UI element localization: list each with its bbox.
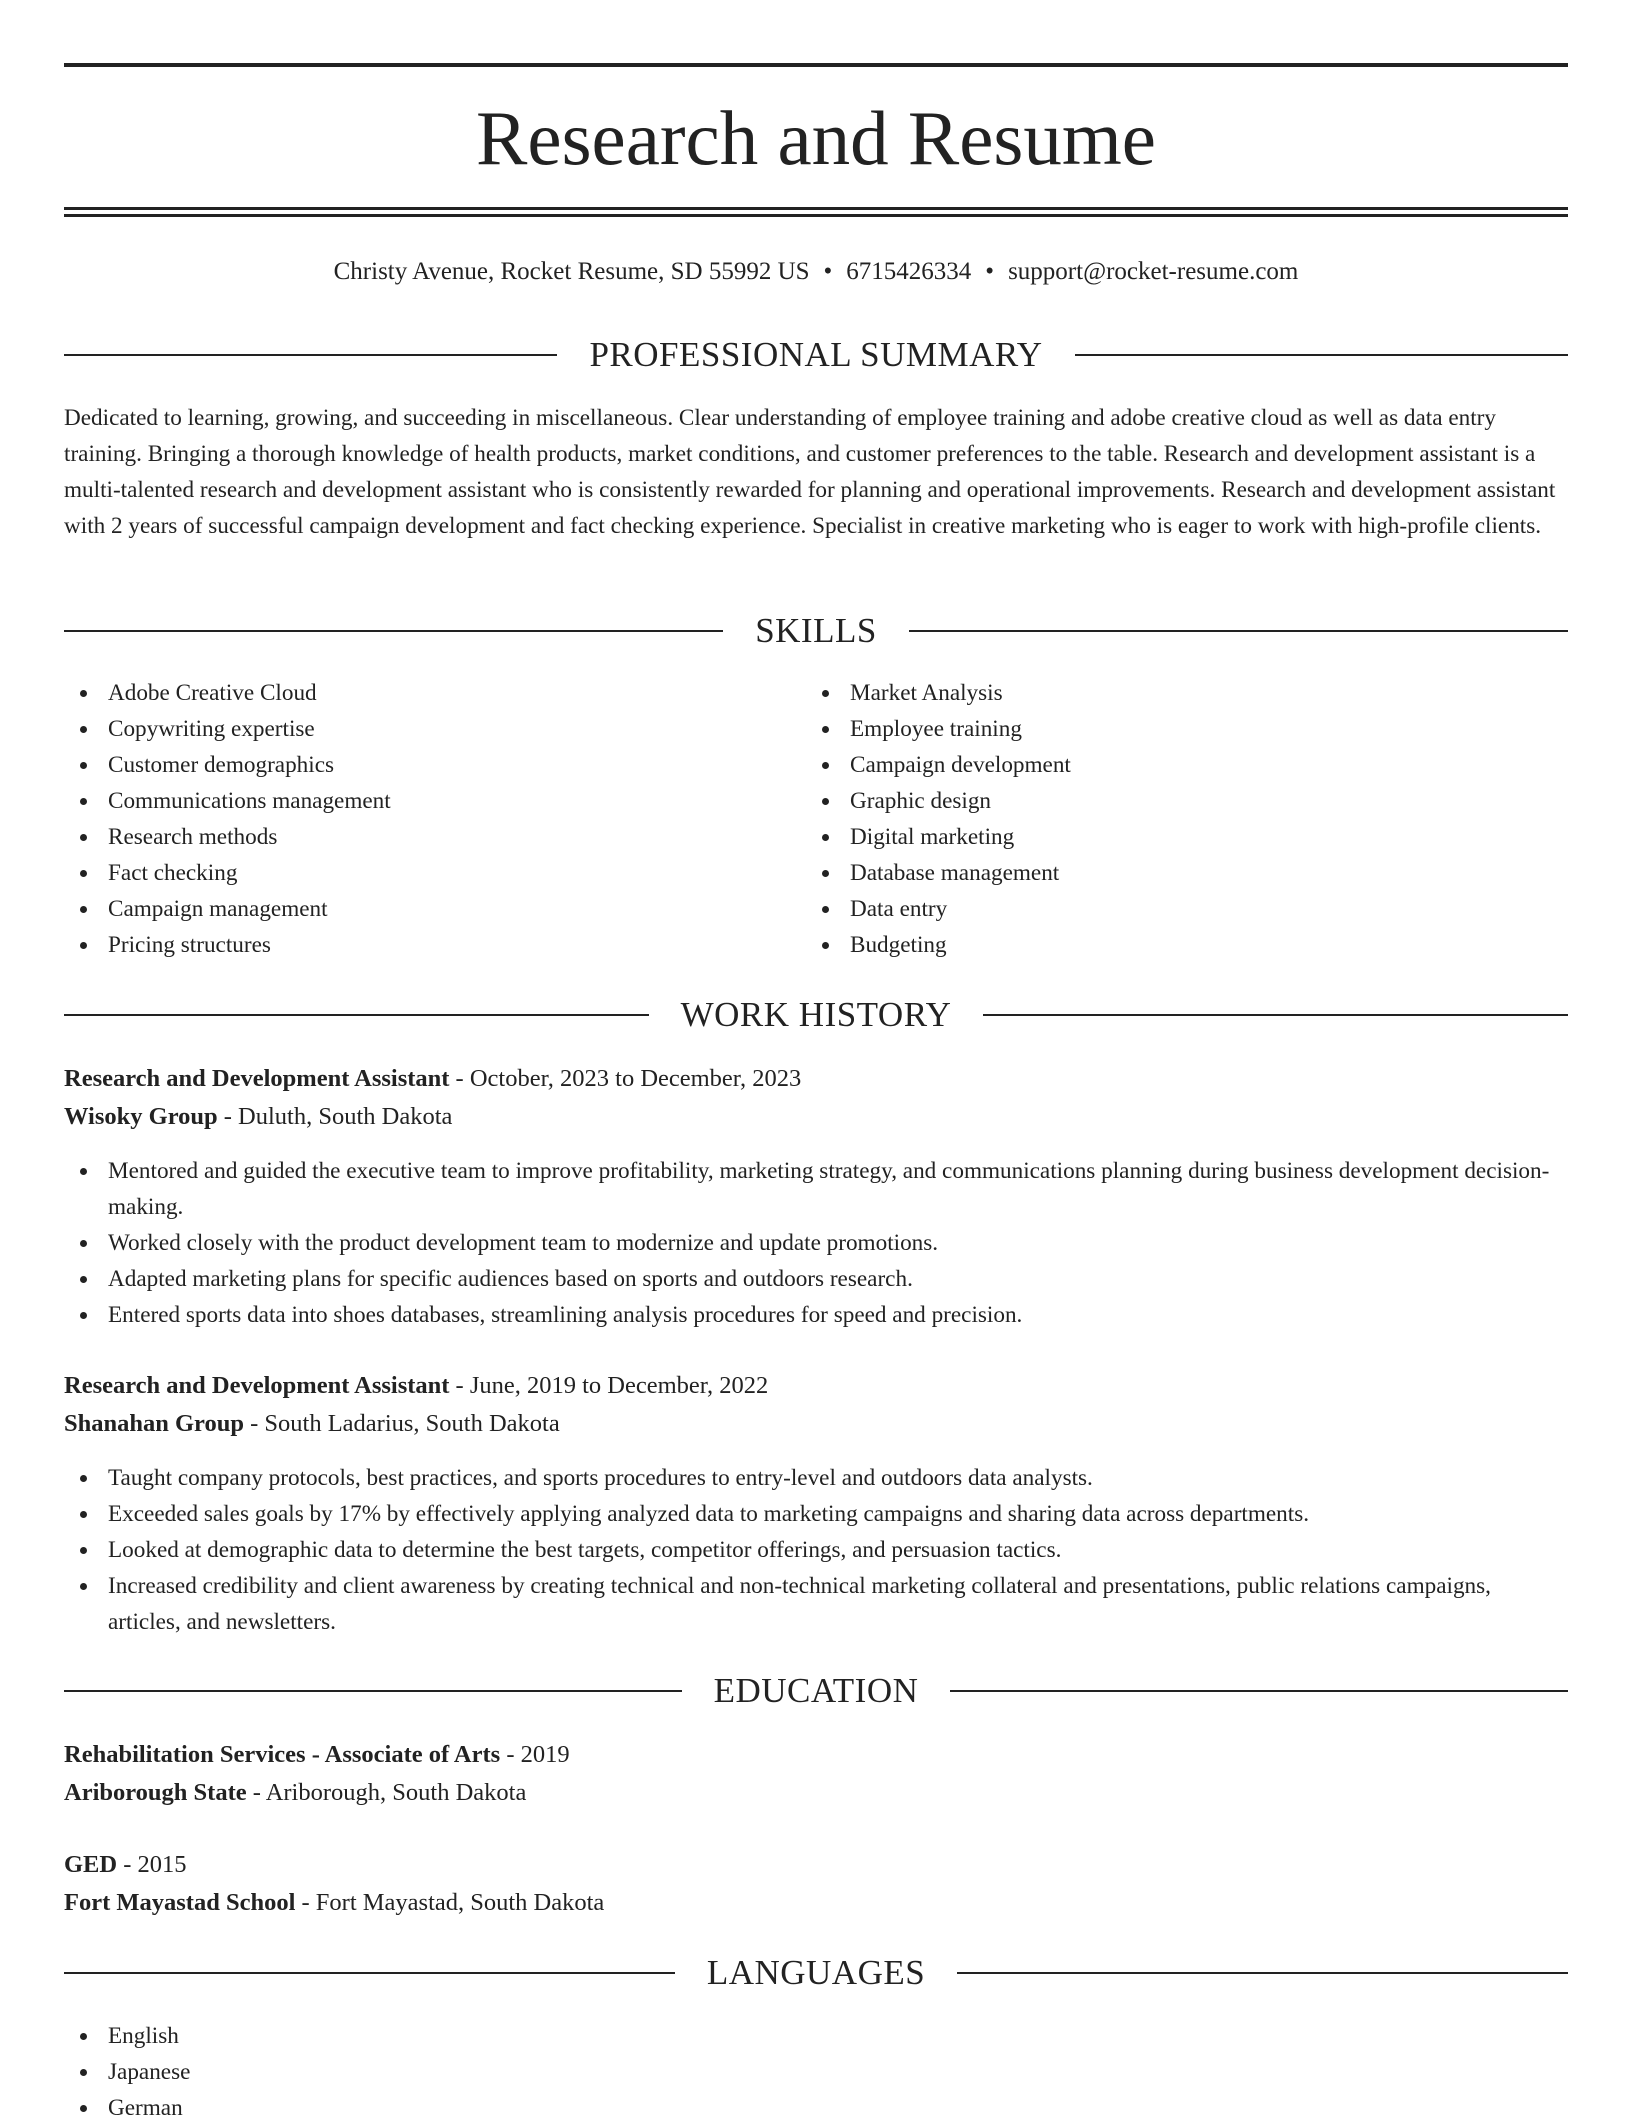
job-bullet: Taught company protocols, best practices, and sports procedures to entry-level and outdoors data analysts. <box>64 1460 1568 1496</box>
job-company: Shanahan Group <box>64 1410 244 1437</box>
job-company-line <box>64 1405 1568 1443</box>
work-history-heading <box>64 993 1568 1037</box>
summary-heading <box>64 333 1568 377</box>
contact-email: support@rocket-resume.com <box>1008 258 1299 285</box>
job-bullet: Worked closely with the product development team to modernize and update promotions. <box>64 1225 1568 1261</box>
job-location: - South Ladarius, South Dakota <box>244 1410 560 1437</box>
education-year: - 2015 <box>117 1851 187 1878</box>
job-title-line <box>64 1060 1568 1098</box>
education-degree-line <box>64 1736 1568 1774</box>
job-bullet: Adapted marketing plans for specific audiences based on sports and outdoors research. <box>64 1261 1568 1297</box>
skill-item: Adobe Creative Cloud <box>64 675 804 711</box>
heading-rule <box>64 1690 682 1692</box>
education-school-line <box>64 1884 1568 1922</box>
skill-item: Communications management <box>64 783 804 819</box>
skill-item: Research methods <box>64 819 804 855</box>
heading-rule <box>64 1014 649 1016</box>
job-company: Wisoky Group <box>64 1103 218 1130</box>
skills-heading <box>64 609 1568 653</box>
header-double-rule <box>64 207 1568 217</box>
skill-item: Fact checking <box>64 855 804 891</box>
skills-left-column <box>64 675 804 963</box>
education-degree: Rehabilitation Services - Associate of Arts <box>64 1741 501 1768</box>
job-title-line <box>64 1367 1568 1405</box>
heading-rule <box>1075 354 1568 356</box>
education-school-line <box>64 1774 1568 1812</box>
job-bullet: Exceeded sales goals by 17% by effectively applying analyzed data to marketing campaigns and sharing data across departments. <box>64 1496 1568 1532</box>
job-dates: - June, 2019 to December, 2022 <box>449 1372 769 1399</box>
job-title: Research and Development Assistant <box>64 1065 450 1092</box>
heading-rule <box>957 1972 1568 1974</box>
education-degree: GED <box>64 1851 118 1878</box>
job-dates: - October, 2023 to December, 2023 <box>449 1065 802 1092</box>
job-bullets <box>64 1153 1568 1333</box>
education-location: - Fort Mayastad, South Dakota <box>295 1889 605 1916</box>
section-title: LANGUAGES <box>706 1953 926 1992</box>
contact-phone: 6715426334 <box>846 258 972 285</box>
language-item: German <box>64 2090 1568 2126</box>
heading-rule <box>64 354 557 356</box>
section-title: WORK HISTORY <box>680 995 952 1034</box>
contact-separator: • <box>985 258 995 285</box>
job-bullet: Mentored and guided the executive team to improve profitability, marketing strategy, and communications planning during business development decision-making. <box>64 1153 1568 1225</box>
skill-item: Customer demographics <box>64 747 804 783</box>
skill-item: Campaign development <box>806 747 1546 783</box>
job-location: - Duluth, South Dakota <box>217 1103 453 1130</box>
job-bullet: Looked at demographic data to determine the best targets, competitor offerings, and persuasion tactics. <box>64 1532 1568 1568</box>
skill-item: Digital marketing <box>806 819 1546 855</box>
skill-item: Budgeting <box>806 927 1546 963</box>
heading-rule <box>909 630 1568 632</box>
skills-right-column <box>806 675 1546 963</box>
heading-rule <box>64 1972 675 1974</box>
skill-item: Employee training <box>806 711 1546 747</box>
education-location: - Ariborough, South Dakota <box>246 1779 527 1806</box>
contact-address: Christy Avenue, Rocket Resume, SD 55992 US <box>333 258 810 285</box>
header-top-rule <box>64 63 1568 67</box>
section-title: PROFESSIONAL SUMMARY <box>589 335 1043 374</box>
education-school: Ariborough State <box>64 1779 247 1806</box>
skill-item: Copywriting expertise <box>64 711 804 747</box>
job-bullet: Entered sports data into shoes databases, streamlining analysis procedures for speed and precision. <box>64 1297 1568 1333</box>
resume-name: Research and Resume <box>476 95 1156 181</box>
skill-item: Market Analysis <box>806 675 1546 711</box>
language-item: English <box>64 2018 1568 2054</box>
education-degree-line <box>64 1846 1568 1884</box>
skill-item: Campaign management <box>64 891 804 927</box>
languages-heading <box>64 1951 1568 1995</box>
job-bullets <box>64 1460 1568 1640</box>
skill-item: Pricing structures <box>64 927 804 963</box>
heading-rule <box>950 1690 1568 1692</box>
education-school: Fort Mayastad School <box>64 1889 296 1916</box>
languages-list <box>64 2018 1568 2126</box>
contact-line <box>64 254 1568 290</box>
skill-item: Database management <box>806 855 1546 891</box>
heading-rule <box>983 1014 1568 1016</box>
language-item: Japanese <box>64 2054 1568 2090</box>
heading-rule <box>64 630 723 632</box>
section-title: EDUCATION <box>713 1671 919 1710</box>
summary-text: Dedicated to learning, growing, and succeeding in miscellaneous. Clear understanding of employee training and adobe creative cloud as well as data entry training. Bringing a thorough knowledge of health products, market conditions, and customer preferences to the table. Research and development assistant is a multi-talented research and development assistant who is consistently rewarded for planning and operational improvements. Research and development assistant with 2 years of successful campaign development and fact checking experience. Specialist in creative marketing who is eager to work with high-profile clients. <box>64 405 1556 539</box>
job-title: Research and Development Assistant <box>64 1372 450 1399</box>
contact-separator: • <box>823 258 833 285</box>
job-bullet: Increased credibility and client awareness by creating technical and non-technical marketing collateral and presentations, public relations campaigns, articles, and newsletters. <box>64 1568 1568 1640</box>
job-company-line <box>64 1098 1568 1136</box>
skill-item: Graphic design <box>806 783 1546 819</box>
education-heading <box>64 1669 1568 1713</box>
skill-item: Data entry <box>806 891 1546 927</box>
section-title: SKILLS <box>755 611 877 650</box>
education-year: - 2019 <box>500 1741 570 1768</box>
